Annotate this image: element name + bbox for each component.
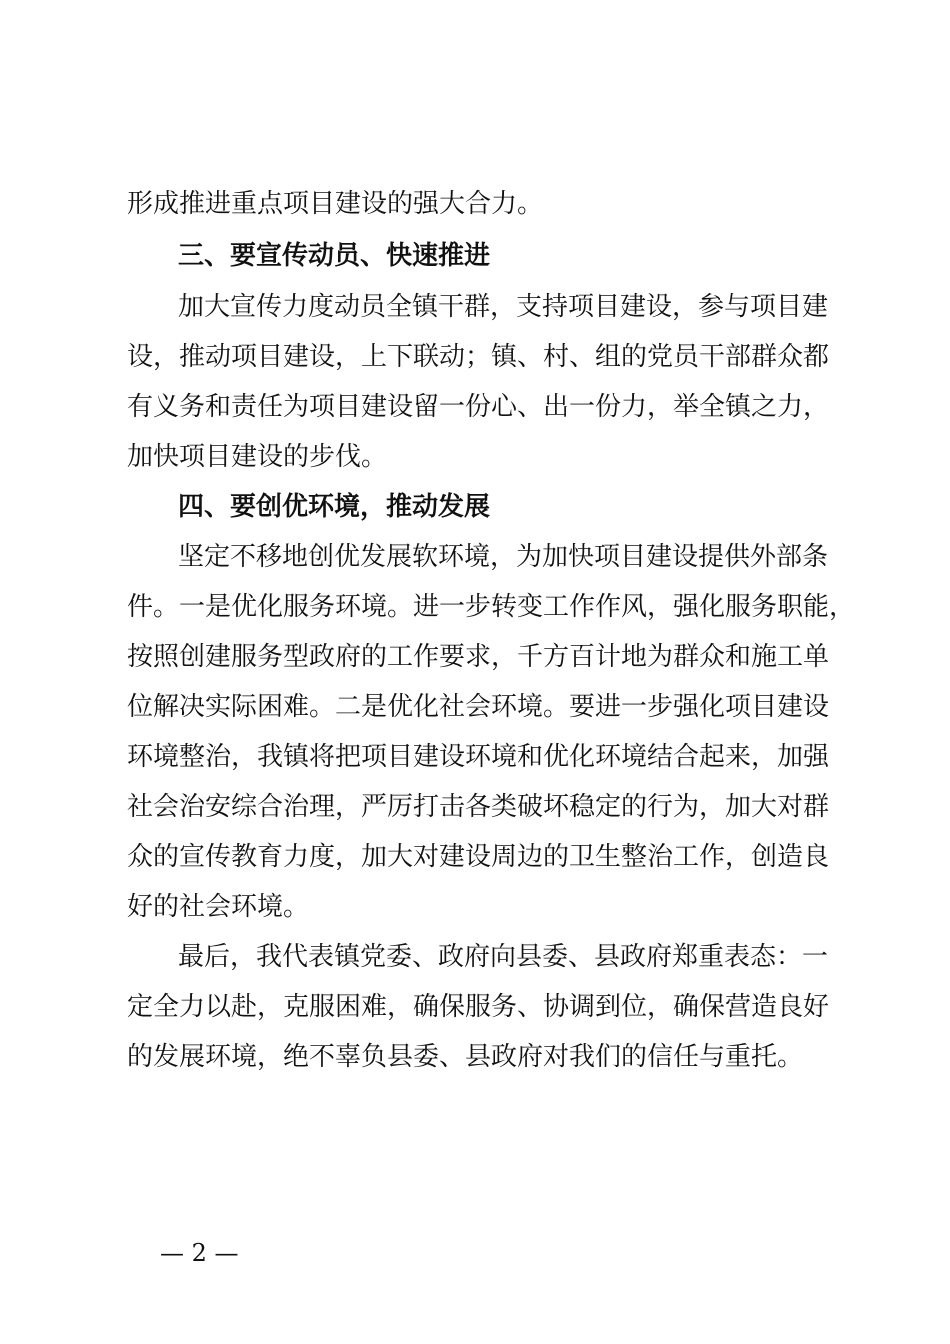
paragraph-line: 社会治安综合治理，严厉打击各类破坏稳定的行为，加大对群	[127, 792, 830, 822]
paragraph-line: 设，推动项目建设，上下联动；镇、村、组的党员干部群众都	[127, 342, 830, 372]
section-heading-3: 三、要宣传动员、快速推进	[178, 241, 491, 271]
paragraph-line: 好的社会环境。	[127, 892, 310, 922]
paragraph-line: 件。一是优化服务环境。进一步转变工作作风，强化服务职能，	[127, 592, 856, 622]
page-number: — 2 —	[160, 1239, 239, 1267]
paragraph-line: 形成推进重点项目建设的强大合力。	[127, 189, 544, 219]
paragraph-line: 加快项目建设的步伐。	[127, 442, 388, 472]
paragraph-line: 定全力以赴，克服困难，确保服务、协调到位，确保营造良好	[127, 992, 830, 1022]
section-heading-4: 四、要创优环境，推动发展	[178, 492, 491, 522]
paragraph-line: 坚定不移地创优发展软环境，为加快项目建设提供外部条	[178, 542, 829, 572]
paragraph-line: 位解决实际困难。二是优化社会环境。要进一步强化项目建设	[127, 692, 830, 722]
paragraph-line: 加大宣传力度动员全镇干群，支持项目建设，参与项目建	[178, 292, 829, 322]
paragraph-line: 最后，我代表镇党委、政府向县委、县政府郑重表态：一	[178, 942, 829, 972]
paragraph-line: 的发展环境，绝不辜负县委、县政府对我们的信任与重托。	[127, 1042, 804, 1072]
paragraph-line: 按照创建服务型政府的工作要求，千方百计地为群众和施工单	[127, 642, 830, 672]
paragraph-line: 有义务和责任为项目建设留一份心、出一份力，举全镇之力，	[127, 392, 830, 422]
paragraph-line: 环境整治，我镇将把项目建设环境和优化环境结合起来，加强	[127, 742, 830, 772]
paragraph-line: 众的宣传教育力度，加大对建设周边的卫生整治工作，创造良	[127, 842, 830, 872]
